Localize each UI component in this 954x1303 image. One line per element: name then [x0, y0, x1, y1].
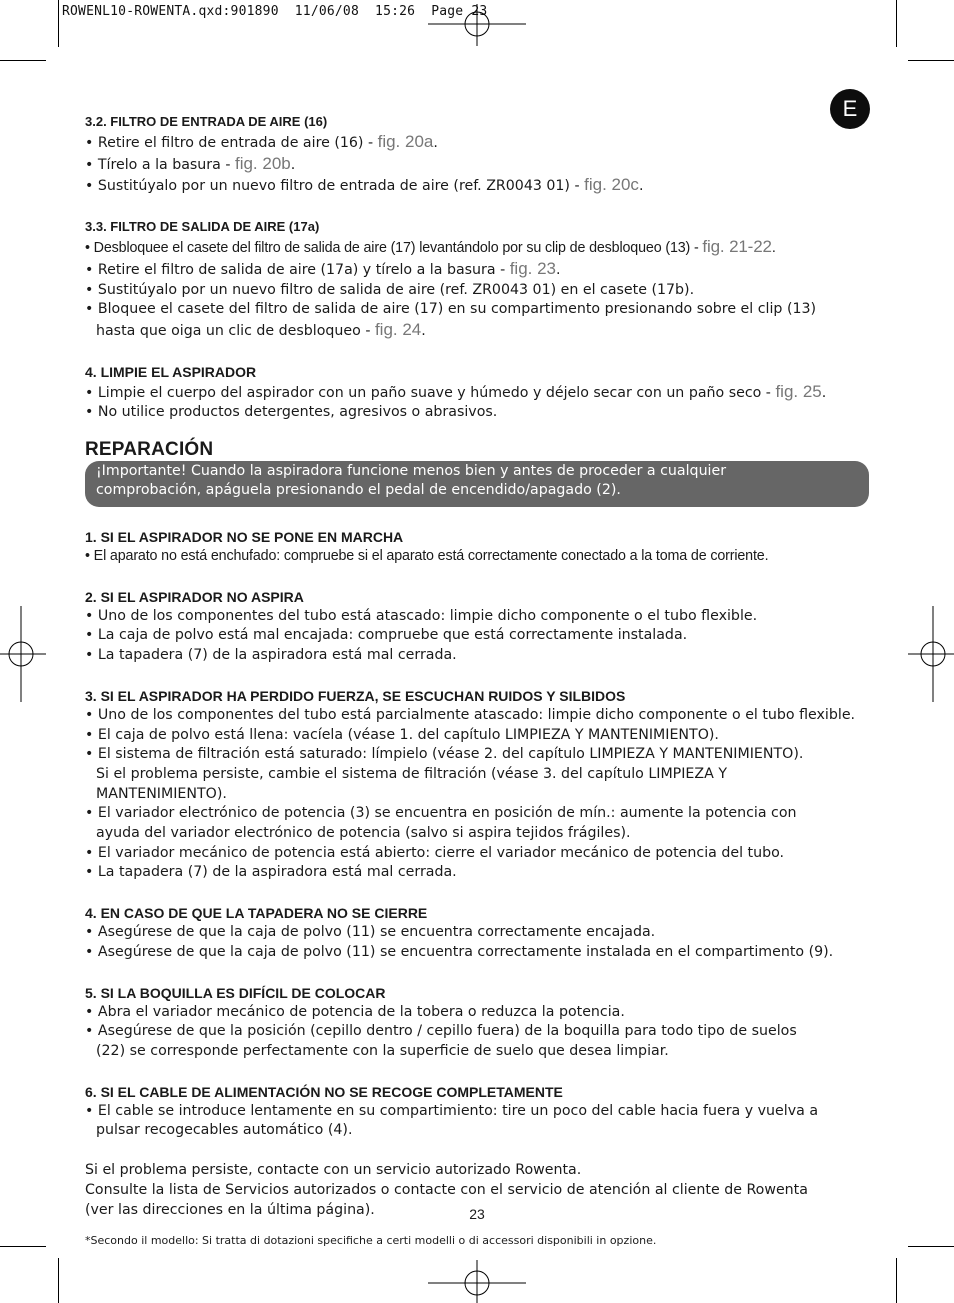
bullet-item: • Sustitúyalo por un nuevo filtro de salida de aire (ref. ZR0043 01) en el casete (17b). [85, 281, 695, 298]
bullet-item: • El sistema de filtración está saturado: límpielo (véase 2. del capítulo LIMPIEZA Y MANTENIMIENTO). [85, 746, 804, 763]
bullet-item: • El variador mecánico de potencia está abierto: cierre el variador mecánico de potencia del tubo. [85, 844, 785, 861]
bullet-item: • No utilice productos detergentes, agresivos o abrasivos. [85, 404, 498, 421]
section-heading: 4. EN CASO DE QUE LA TAPADERA NO SE CIERRE [85, 905, 428, 922]
bullet-item: • El variador electrónico de potencia (3) se encuentra en posición de mín.: aumente la potencia con [85, 805, 797, 822]
figure-ref: fig. 21-22 [702, 237, 772, 257]
bullet-continuation: ayuda del variador electrónico de potencia (salvo si aspira tejidos frágiles). [96, 825, 631, 842]
crop-mark [58, 0, 59, 47]
bullet-item: • La tapadera (7) de la aspiradora está mal cerrada. [85, 647, 457, 664]
section-heading: 3.3. FILTRO DE SALIDA DE AIRE (17a) [85, 219, 320, 235]
figure-ref: fig. 20c [584, 175, 639, 195]
bullet-item: • Bloquee el casete del filtro de salida de aire (17) en su compartimento presionando sobre el clip (13) [85, 301, 817, 318]
figure-ref: fig. 20a [377, 132, 434, 151]
bullet-item: • Limpie el cuerpo del aspirador con un paño suave y húmedo y déjelo secar con un paño seco - fig. 25. [85, 381, 827, 401]
crop-mark [0, 60, 46, 61]
crop-mark [908, 60, 954, 61]
page-content [85, 112, 875, 1248]
figure-ref: fig. 23 [509, 258, 557, 278]
bullet-item: • Abra el variador mecánico de potencia de la tobera o reduzca la potencia. [85, 1003, 625, 1020]
section-heading: 3. SI EL ASPIRADOR HA PERDIDO FUERZA, SE ESCUCHAN RUIDOS Y SILBIDOS [85, 687, 626, 704]
section-heading: 5. SI LA BOQUILLA ES DIFÍCIL DE COLOCAR [85, 984, 386, 1001]
bullet-item: • Desbloquee el casete del filtro de salida de aire (17) levantándolo por su clip de desbloqueo (13) - fig. 21-22. [85, 237, 776, 257]
bullet-continuation: Si el problema persiste, cambie el sistema de filtración (véase 3. del capítulo LIMPIEZA Y [96, 765, 727, 782]
bullet-item: • La caja de polvo está mal encajada: compruebe que está correctamente instalada. [85, 627, 688, 644]
main-heading: REPARACIÓN [85, 439, 214, 461]
section-heading: 2. SI EL ASPIRADOR NO ASPIRA [85, 588, 304, 605]
bullet-item: • El caja de polvo está llena: vacíela (véase 1. del capítulo LIMPIEZA Y MANTENIMIENTO). [85, 726, 719, 743]
printer-slug: ROWENL10-ROWENTA.qxd:901890 11/06/08 15:26 Page 23 [62, 4, 488, 19]
crop-mark [908, 1246, 954, 1247]
language-badge: E [830, 89, 870, 129]
bullet-item: • Asegúrese de que la caja de polvo (11) se encuentra correctamente encajada. [85, 924, 656, 941]
crop-mark [0, 1246, 46, 1247]
section-heading: 3.2. FILTRO DE ENTRADA DE AIRE (16) [85, 114, 328, 129]
crop-mark [896, 1258, 897, 1303]
bullet-item: • Asegúrese de que la posición (cepillo dentro / cepillo fuera) de la boquilla para todo tipo de suelos [85, 1023, 797, 1040]
figure-ref: fig. 25 [775, 381, 822, 401]
footnote: *Secondo il modello: Si tratta di dotazioni specifiche a certi modelli o di accessori disponibili in opzione. [85, 1234, 657, 1248]
registration-mark-icon [908, 606, 954, 702]
figure-ref: fig. 24 [374, 319, 422, 339]
registration-mark-icon [0, 606, 46, 702]
bullet-item: • Asegúrese de que la caja de polvo (11) se encuentra correctamente instalada en el compartimento (9). [85, 943, 834, 960]
bullet-item: • La tapadera (7) de la aspiradora está mal cerrada. [85, 864, 457, 881]
bullet-item: • Uno de los componentes del tubo está parcialmente atascado: limpie dicho componente o el tubo flexible. [85, 706, 856, 723]
page-number: 23 [469, 1206, 485, 1222]
bullet-continuation: MANTENIMIENTO). [96, 785, 227, 802]
closing-text: Consulte la lista de Servicios autorizados o contacte con el servicio de atención al cliente de Rowenta [85, 1181, 808, 1198]
bullet-item: • Retire el filtro de salida de aire (17a) y tírelo a la basura - fig. 23. [85, 258, 561, 278]
section-heading: 6. SI EL CABLE DE ALIMENTACIÓN NO SE RECOGE COMPLETAMENTE [85, 1083, 563, 1100]
registration-mark-icon [428, 1260, 526, 1303]
bullet-item: • Tírelo a la basura - fig. 20b. [85, 153, 296, 173]
closing-text: (ver las direcciones en la última página). [85, 1201, 375, 1218]
section-heading: 4. LIMPIE EL ASPIRADOR [85, 363, 257, 380]
bullet-item: • Uno de los componentes del tubo está atascado: limpie dicho componente o el tubo flexible. [85, 607, 758, 624]
closing-text: Si el problema persiste, contacte con un servicio autorizado Rowenta. [85, 1162, 582, 1179]
bullet-continuation: hasta que oiga un clic de desbloqueo - fig. 24. [96, 319, 426, 339]
bullet-item: • Sustitúyalo por un nuevo filtro de entrada de aire (ref. ZR0043 01) - fig. 20c. [85, 175, 644, 195]
figure-ref: fig. 20b [234, 153, 291, 173]
bullet-item: • El aparato no está enchufado: compruebe si el aparato está correctamente conectado a la toma de corriente. [85, 548, 769, 565]
section-heading: 1. SI EL ASPIRADOR NO SE PONE EN MARCHA [85, 529, 404, 546]
crop-mark [58, 1258, 59, 1303]
bullet-item: • El cable se introduce lentamente en su compartimiento: tire un poco del cable hacia fuera y vuelva a [85, 1102, 819, 1119]
registration-mark-icon [428, 4, 526, 46]
bullet-continuation: pulsar recogecables automático (4). [96, 1122, 353, 1139]
bullet-continuation: (22) se corresponde perfectamente con la superficie de suelo que desea limpiar. [96, 1042, 669, 1059]
bullet-item: • Retire el filtro de entrada de aire (16) - fig. 20a. [85, 132, 438, 151]
important-note: ¡Importante! Cuando la aspiradora funcione menos bien y antes de proceder a cualquier comprobación, apáguela presionando el pedal de encendido/apagado (2). [85, 461, 869, 507]
crop-mark [896, 0, 897, 47]
